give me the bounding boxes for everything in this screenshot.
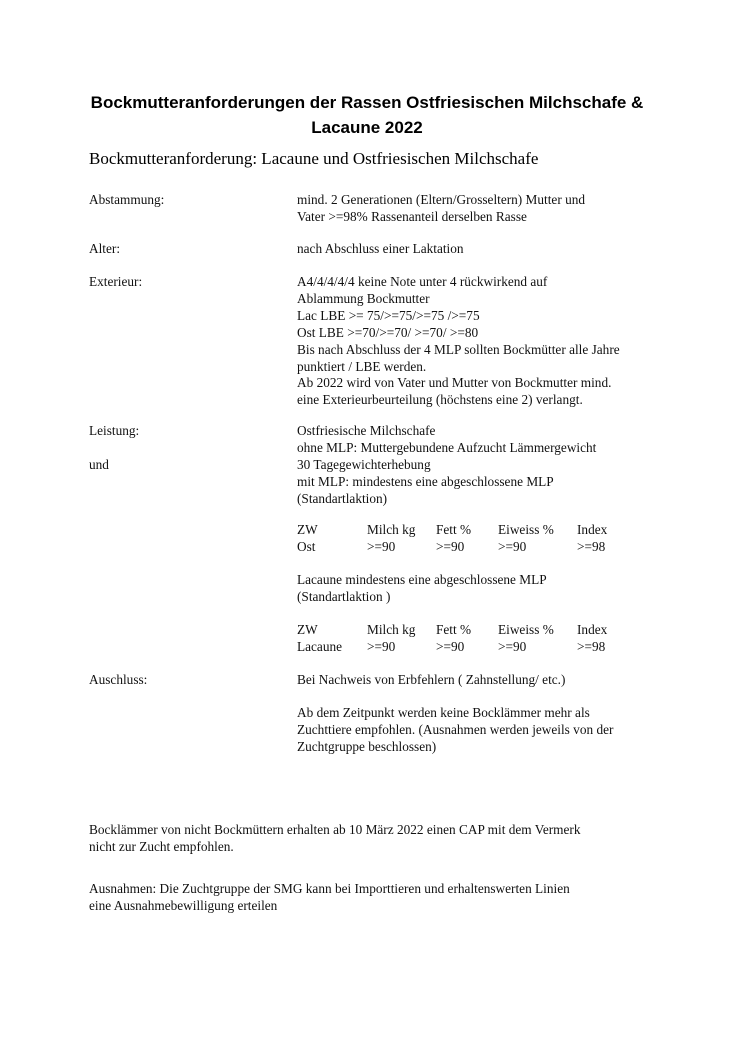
- text-line: Ausnahmen: Die Zuchtgruppe der SMG kann bei Importtieren und erhaltenswerten Linien: [89, 881, 570, 896]
- label-und: und: [89, 457, 109, 472]
- table-cell: >=98: [577, 538, 606, 554]
- text-line: Ab dem Zeitpunkt werden keine Bocklämmer mehr als: [297, 705, 590, 720]
- text-line: Bis nach Abschluss der 4 MLP sollten Bockmütter alle Jahre: [297, 341, 620, 357]
- text-line: eine Ausnahmebewilligung erteilen: [89, 897, 278, 913]
- text-line: 30 Tagegewichterhebung: [297, 456, 431, 472]
- table-cell: >=90: [367, 638, 396, 654]
- table-cell: Eiweiss %: [498, 522, 554, 537]
- table-cell: Milch kg: [367, 622, 416, 637]
- text-line: punktiert / LBE werden.: [297, 358, 427, 374]
- text-line: nach Abschluss einer Laktation: [297, 241, 464, 256]
- label-abstammung: Abstammung:: [89, 192, 165, 207]
- table-cell: Ost: [297, 538, 316, 554]
- footer-note-cap: [89, 822, 689, 856]
- table-cell: >=90: [498, 538, 527, 554]
- text-auschluss-details: [297, 705, 717, 756]
- text-line: Ablammung Bockmutter: [297, 290, 430, 306]
- text-line: Vater >=98% Rassenanteil derselben Rasse: [297, 208, 527, 224]
- text-leistung: [297, 423, 717, 508]
- text-line: Ostfriesische Milchschafe: [297, 423, 436, 438]
- text-line: ohne MLP: Muttergebundene Aufzucht Lämmergewicht: [297, 439, 597, 455]
- text-line: Lacaune mindestens eine abgeschlossene MLP: [297, 572, 547, 587]
- footer-note-ausnahmen: [89, 881, 689, 915]
- table-cell: >=98: [577, 638, 606, 654]
- table-cell: Fett %: [436, 522, 472, 537]
- table-cell: >=90: [367, 538, 396, 554]
- document-title-line-2: Lacaune 2022: [311, 118, 423, 137]
- table-cell: ZW: [297, 522, 318, 537]
- label-auschluss: Auschluss:: [89, 672, 148, 687]
- text-line: Lac LBE >= 75/>=75/>=75 />=75: [297, 307, 480, 323]
- text-auschluss: [297, 672, 717, 689]
- text-line: mit MLP: mindestens eine abgeschlossene MLP: [297, 473, 554, 489]
- label-alter: Alter:: [89, 241, 121, 256]
- table-cell: Index: [577, 522, 608, 537]
- text-line: (Standartlaktion): [297, 490, 388, 506]
- table-cell: ZW: [297, 622, 318, 637]
- table-cell: Index: [577, 622, 608, 637]
- table-cell: Eiweiss %: [498, 622, 554, 637]
- table-cell: >=90: [436, 638, 465, 654]
- text-line: Bocklämmer von nicht Bockmüttern erhalten ab 10 März 2022 einen CAP mit dem Vermerk: [89, 822, 581, 837]
- text-abstammung: [297, 192, 717, 226]
- label-exterieur: Exterieur:: [89, 274, 143, 289]
- document-title-line-1: Bockmutteranforderungen der Rassen Ostfriesischen Milchschafe &: [90, 93, 644, 112]
- text-line: nicht zur Zucht empfohlen.: [89, 838, 234, 854]
- text-line: eine Exterieurbeurteilung (höchstens eine 2) verlangt.: [297, 392, 583, 408]
- text-line: Zuchtgruppe beschlossen): [297, 738, 437, 754]
- text-line: Zuchttiere empfohlen. (Ausnahmen werden jeweils von der: [297, 721, 614, 737]
- text-exterieur: [297, 274, 717, 409]
- text-lacaune: [297, 572, 717, 606]
- label-leistung: Leistung:: [89, 423, 140, 438]
- text-line: mind. 2 Generationen (Eltern/Grosseltern) Mutter und: [297, 192, 586, 207]
- table-cell: Fett %: [436, 622, 472, 637]
- document-subtitle: Bockmutteranforderung: Lacaune und Ostfriesischen Milchschafe: [89, 149, 539, 168]
- document-title: [60, 90, 674, 140]
- text-line: A4/4/4/4/4 keine Note unter 4 rückwirkend auf: [297, 274, 548, 289]
- table-cell: >=90: [436, 538, 465, 554]
- text-line: (Standartlaktion ): [297, 588, 391, 604]
- text-line: Ost LBE >=70/>=70/ >=70/ >=80: [297, 324, 479, 340]
- table-cell: Milch kg: [367, 522, 416, 537]
- table-cell: Lacaune: [297, 638, 343, 654]
- table-cell: >=90: [498, 638, 527, 654]
- text-line: Ab 2022 wird von Vater und Mutter von Bockmutter mind.: [297, 375, 612, 391]
- text-alter: [297, 241, 717, 258]
- text-line: Bei Nachweis von Erbfehlern ( Zahnstellung/ etc.): [297, 672, 566, 687]
